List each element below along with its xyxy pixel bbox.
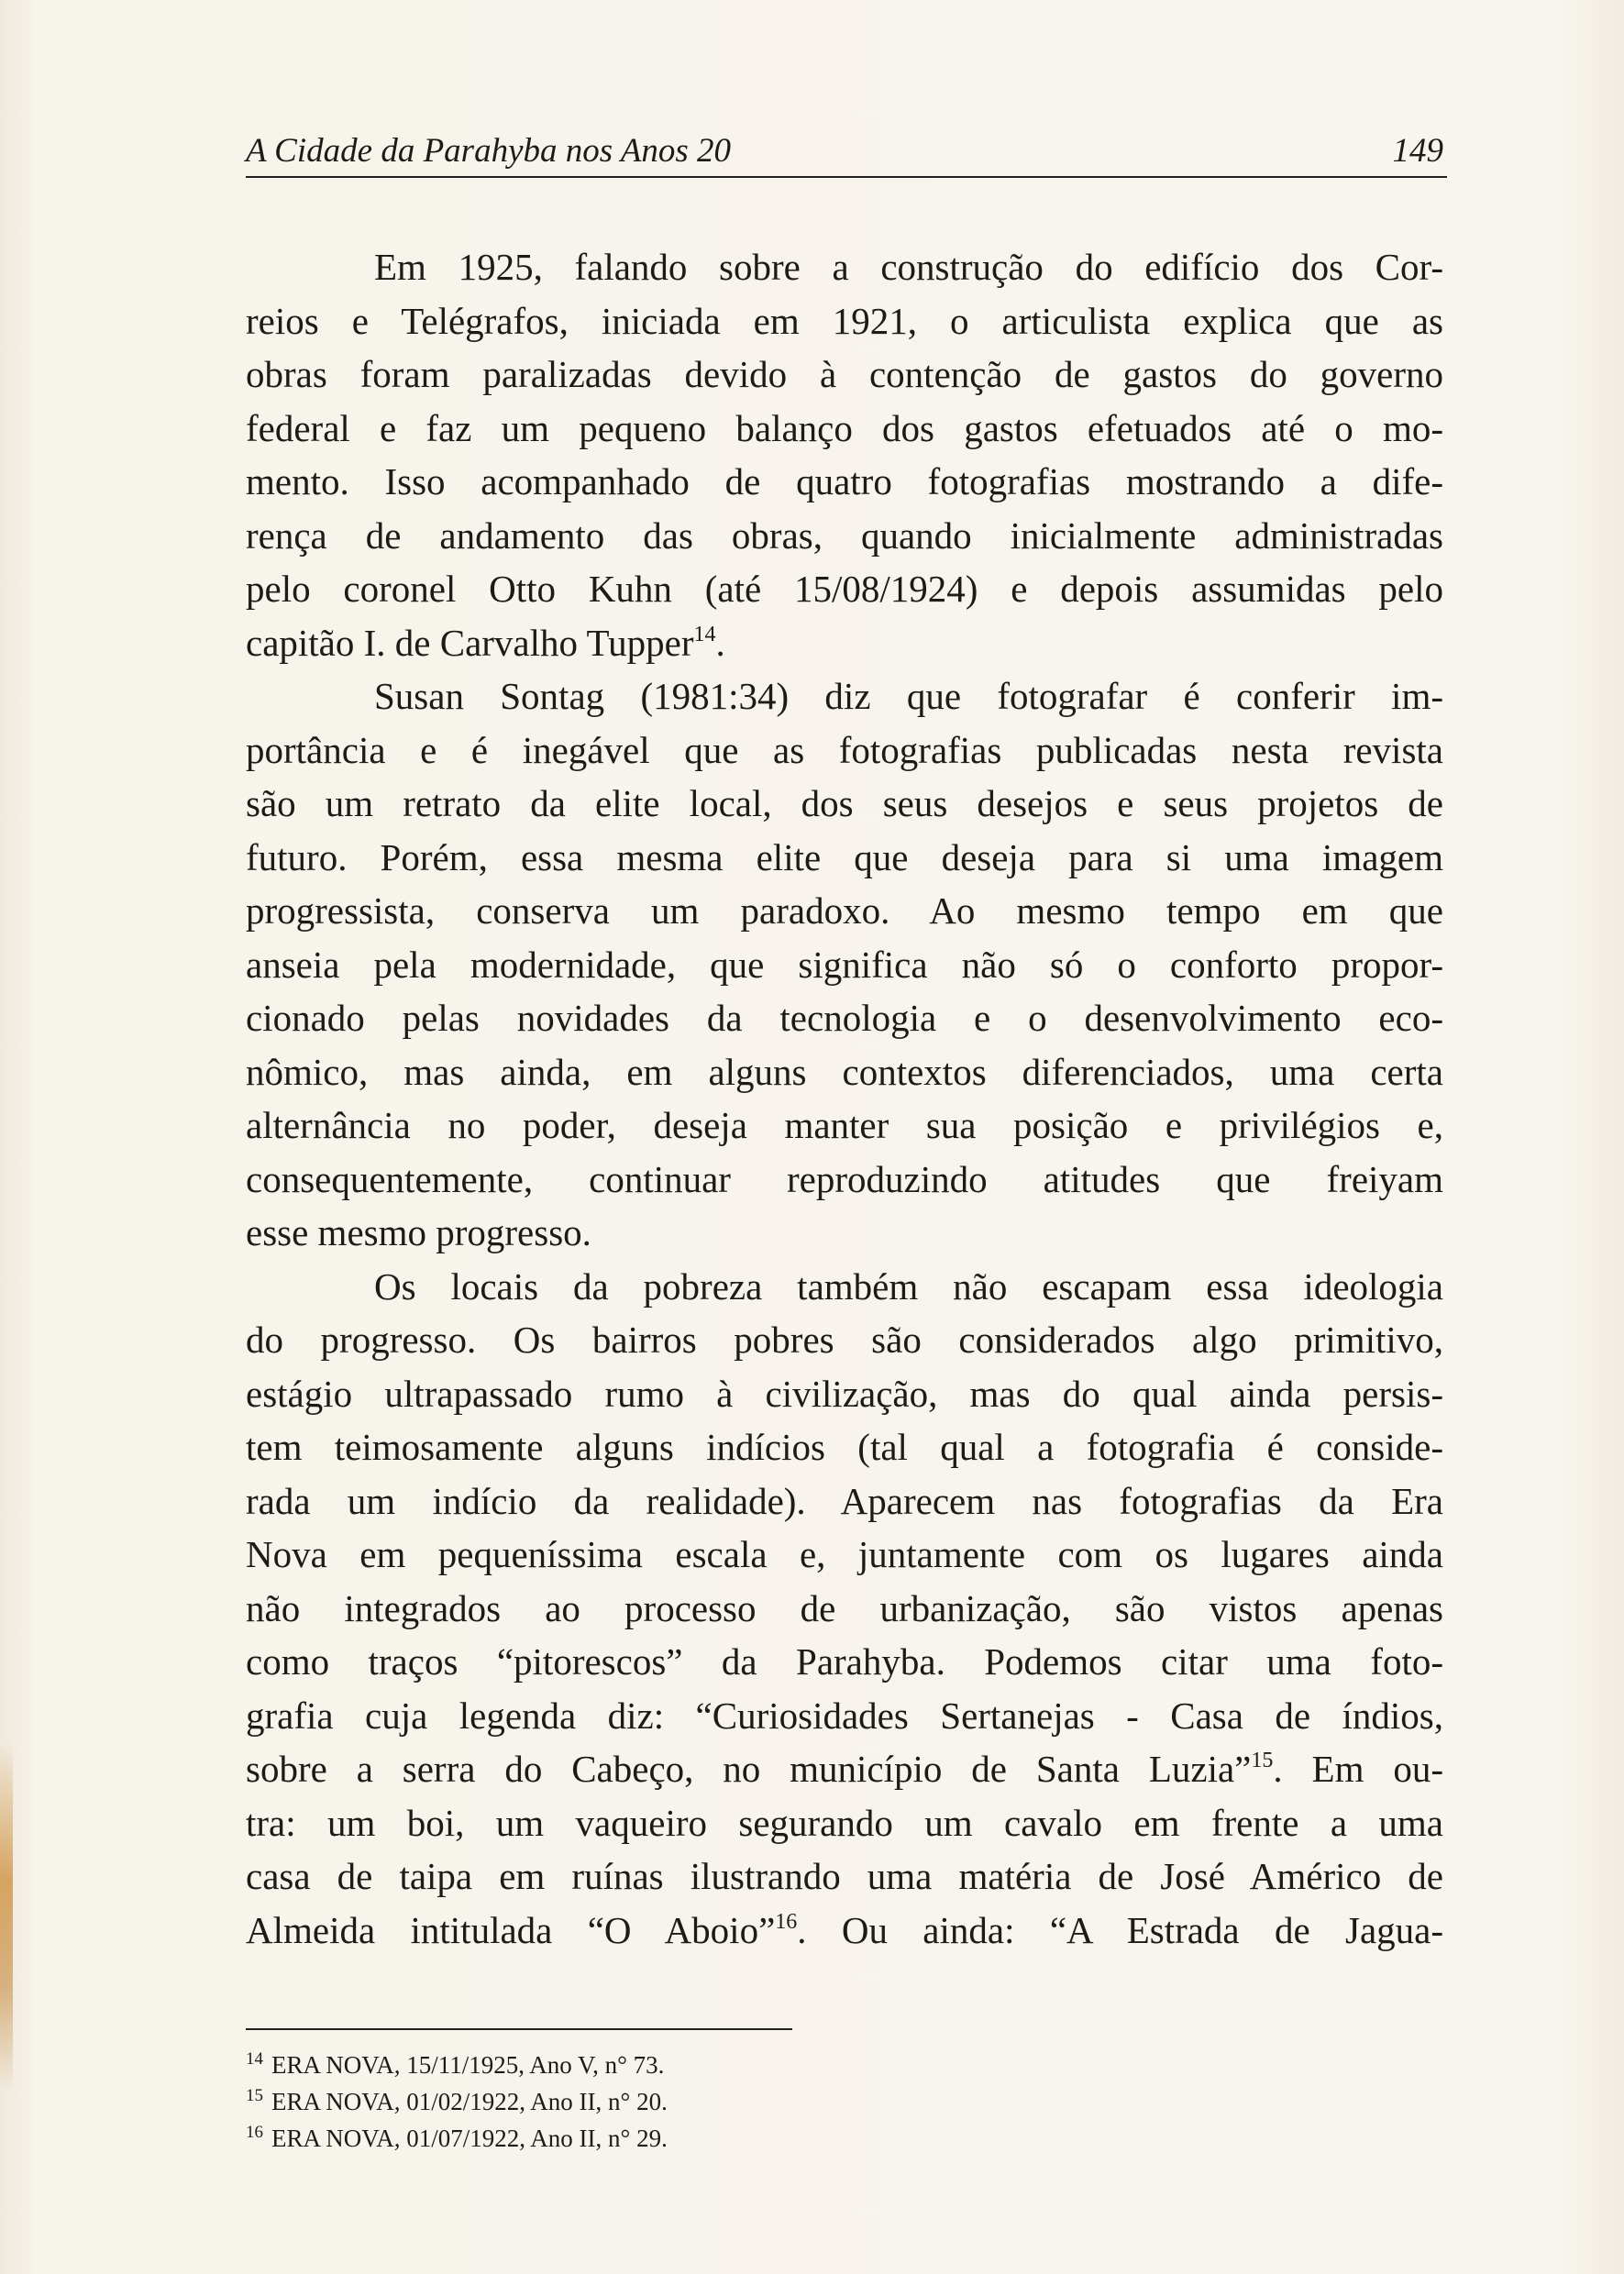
text-line: tem teimosamente alguns indícios (tal qual a fotografia é conside- bbox=[246, 1426, 1443, 1468]
footnote-ref-16: 16 bbox=[775, 1909, 798, 1934]
text-line: Os locais da pobreza também não escapam essa ideologia bbox=[374, 1264, 1443, 1308]
footnote-text: ERA NOVA, 01/07/1922, Ano II, n° 29. bbox=[271, 2125, 668, 2152]
running-header-title: A Cidade da Parahyba nos Anos 20 bbox=[246, 132, 731, 170]
text-line: estágio ultrapassado rumo à civilização, mas do qual ainda persis- bbox=[246, 1372, 1443, 1415]
text-line: casa de taipa em ruínas ilustrando uma matéria de José Américo de bbox=[246, 1855, 1443, 1897]
text-line: alternância no poder, deseja manter sua posição e privilégios e, bbox=[246, 1104, 1443, 1146]
text-line: rada um indício da realidade). Aparecem nas fotografias da Era bbox=[246, 1479, 1443, 1522]
text-line: portância e é inegável que as fotografias publicadas nesta revista bbox=[246, 728, 1443, 771]
text-line: tra: um boi, um vaqueiro segurando um cavalo em frente a uma bbox=[246, 1801, 1443, 1844]
footnote-text: ERA NOVA, 01/02/1922, Ano II, n° 20. bbox=[271, 2088, 668, 2115]
text-line: nômico, mas ainda, em alguns contextos diferenciados, uma certa bbox=[246, 1050, 1443, 1093]
text-line: rença de andamento das obras, quando inicialmente administradas bbox=[246, 513, 1443, 557]
text-line: esse mesmo progresso. bbox=[246, 1211, 591, 1253]
text-line: consequentemente, continuar reproduzindo atitudes que freiyam bbox=[246, 1157, 1443, 1200]
text-line: reios e Telégrafos, iniciada em 1921, o articulista explica que as bbox=[246, 299, 1443, 342]
page-number: 149 bbox=[1392, 132, 1443, 170]
text-line: Susan Sontag (1981:34) diz que fotografar é conferir im- bbox=[374, 675, 1443, 717]
footnotes bbox=[246, 2047, 1071, 2157]
text-segment: sobre a serra do Cabeço, no município de Santa Luzia” bbox=[246, 1748, 1252, 1790]
body-text bbox=[246, 240, 1443, 1957]
footnote-ref-14: 14 bbox=[693, 622, 716, 646]
text-segment: . bbox=[715, 621, 725, 664]
footnote-text: ERA NOVA, 15/11/1925, Ano V, n° 73. bbox=[271, 2051, 665, 2079]
page-edge-stain bbox=[0, 1742, 13, 2091]
text-line: Nova em pequeníssima escala e, juntamente com os lugares ainda bbox=[246, 1533, 1443, 1575]
text-segment: Almeida intitulada “O Aboio” bbox=[246, 1908, 776, 1951]
text-line: Em 1925, falando sobre a construção do edifício dos Cor- bbox=[374, 246, 1443, 288]
footnote: 16 ERA NOVA, 01/07/1922, Ano II, n° 29. bbox=[246, 2123, 668, 2152]
text-line: progressista, conserva um paradoxo. Ao mesmo tempo em que bbox=[246, 889, 1443, 932]
text-line bbox=[246, 616, 1443, 670]
text-line bbox=[246, 1742, 1443, 1796]
text-line: futuro. Porém, essa mesma elite que deseja para si uma imagem bbox=[246, 835, 1443, 878]
footnote-ref-15: 15 bbox=[1251, 1749, 1274, 1772]
text-line: anseia pela modernidade, que significa não só o conforto propor- bbox=[246, 943, 1443, 986]
text-line: pelo coronel Otto Kuhn (até 15/08/1924) e depois assumidas pelo bbox=[246, 568, 1443, 610]
text-line: mento. Isso acompanhado de quatro fotografias mostrando a dife- bbox=[246, 460, 1443, 502]
text-line: grafia cuja legenda diz: “Curiosidades Sertanejas - Casa de índios, bbox=[246, 1694, 1443, 1737]
running-header bbox=[246, 128, 1447, 178]
text-line: não integrados ao processo de urbanização, são vistos apenas bbox=[246, 1586, 1443, 1629]
footnote: 14 ERA NOVA, 15/11/1925, Ano V, n° 73. bbox=[246, 2049, 665, 2079]
text-line: como traços “pitorescos” da Parahyba. Podemos citar uma foto- bbox=[246, 1640, 1443, 1683]
text-segment: . Em ou- bbox=[1273, 1748, 1443, 1790]
text-line: do progresso. Os bairros pobres são considerados algo primitivo, bbox=[246, 1319, 1443, 1361]
text-line: são um retrato da elite local, dos seus desejos e seus projetos de bbox=[246, 782, 1443, 824]
text-line bbox=[246, 1904, 1443, 1958]
text-line: obras foram paralizadas devido à contenção de gastos do governo bbox=[246, 353, 1443, 395]
text-line: federal e faz um pequeno balanço dos gastos efetuados até o mo- bbox=[246, 406, 1443, 449]
footnote: 15 ERA NOVA, 01/02/1922, Ano II, n° 20. bbox=[246, 2086, 668, 2115]
text-segment: capitão I. de Carvalho Tupper bbox=[246, 621, 694, 664]
text-line: cionado pelas novidades da tecnologia e o desenvolvimento eco- bbox=[246, 997, 1443, 1039]
footnote-divider bbox=[246, 2028, 792, 2030]
text-segment: . Ou ainda: “A Estrada de Jagua- bbox=[797, 1908, 1443, 1951]
